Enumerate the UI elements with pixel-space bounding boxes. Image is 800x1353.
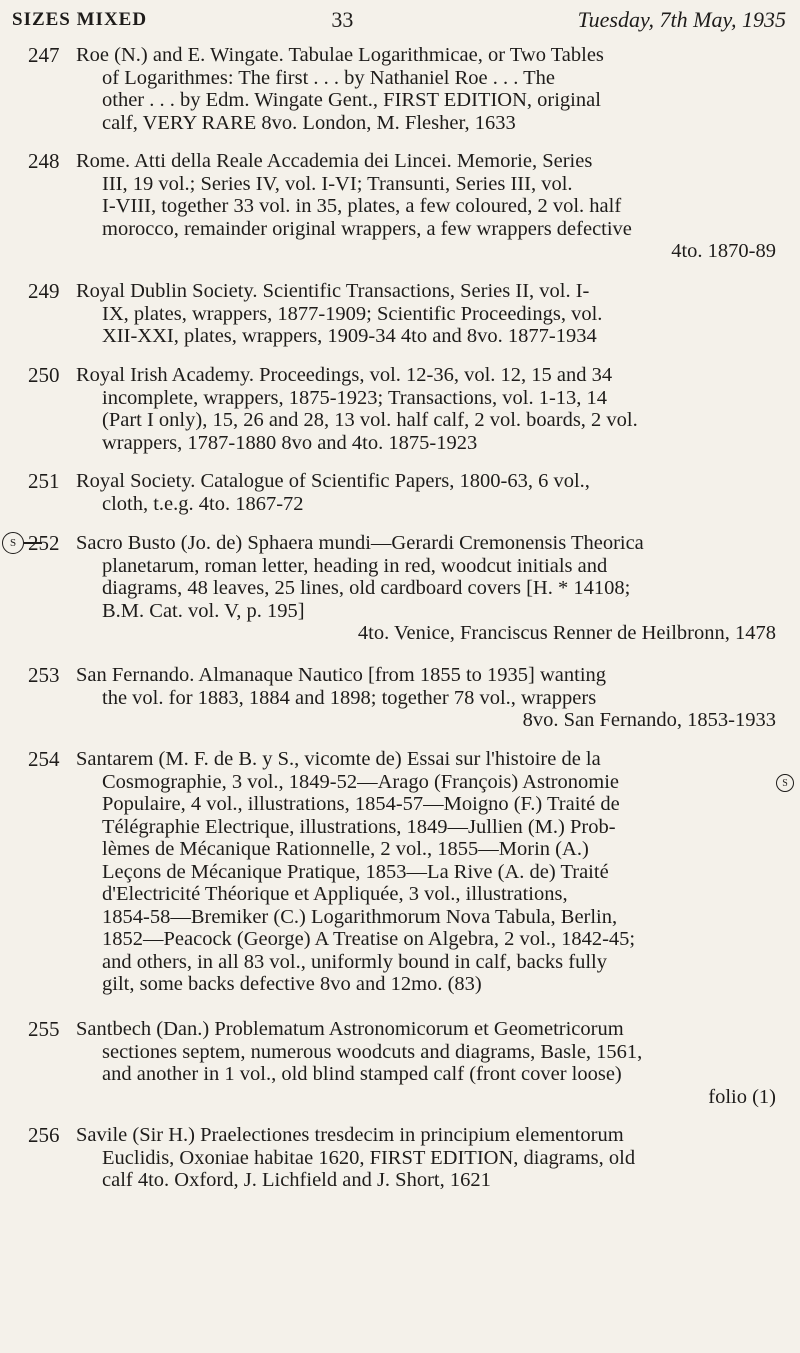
lot-description (76, 1124, 782, 1192)
lot-line: gilt, some backs defective 8vo and 12mo. (83) (102, 973, 482, 995)
circled-s-icon: S (2, 532, 24, 554)
lot-line: calf, VERY RARE 8vo. London, M. Flesher, 1633 (102, 111, 516, 134)
lot-line: d'Electricité Théorique et Appliquée, 3 vol., illustrations, (102, 883, 568, 905)
lot-description (76, 470, 782, 515)
lot-line: Populaire, 4 vol., illustrations, 1854-57—Moigno (F.) Traité de (102, 793, 620, 815)
lot-description (76, 44, 782, 134)
lot-line: other . . . by Edm. Wingate Gent., FIRST EDITION, original (102, 89, 601, 111)
lot-line: Télégraphie Electrique, illustrations, 1849—Jullien (M.) Prob- (102, 815, 616, 838)
lot-line: Royal Irish Academy. Proceedings, vol. 12-36, vol. 12, 15 and 34 (76, 364, 613, 386)
lot-line: wrappers, 1787-1880 8vo and 4to. 1875-1923 (102, 431, 478, 454)
lot-line: 4to. Venice, Franciscus Renner de Heilbronn, 1478 (357, 622, 776, 644)
lot-line: 8vo. San Fernando, 1853-1933 (522, 709, 776, 731)
lot-line: the vol. for 1883, 1884 and 1898; together 78 vol., wrappers (102, 686, 597, 709)
lot-line: 1854-58—Bremiker (C.) Logarithmorum Nova Tabula, Berlin, (102, 905, 618, 928)
lot-line: Euclidis, Oxoniae habitae 1620, FIRST EDITION, diagrams, old (102, 1146, 636, 1169)
lot-line: San Fernando. Almanaque Nautico [from 1855 to 1935] wanting (76, 664, 607, 686)
lot-line: B.M. Cat. vol. V, p. 195] (102, 599, 305, 622)
section-title: SIZES MIXED (12, 9, 148, 30)
lot-line: Royal Dublin Society. Scientific Transactions, Series II, vol. I- (76, 280, 590, 302)
lot-line: Rome. Atti della Reale Accademia dei Lincei. Memorie, Series (76, 150, 593, 172)
lot-description (76, 1018, 782, 1108)
lot-number: 247 (28, 43, 60, 67)
lot-description (76, 150, 782, 263)
lot-line: Santarem (M. F. de B. y S., vicomte de) Essai sur l'histoire de la (76, 748, 601, 770)
lot-number: 248 (28, 149, 60, 173)
lot-line: sectiones septem, numerous woodcuts and diagrams, Basle, 1561, (102, 1040, 643, 1063)
lot-line: planetarum, roman letter, heading in red, woodcut initials and (102, 554, 608, 577)
lot-line: and another in 1 vol., old blind stamped calf (front cover loose) (102, 1063, 622, 1085)
lot-line: morocco, remainder original wrappers, a few wrappers defective (102, 217, 632, 240)
lot-line: XII-XXI, plates, wrappers, 1909-34 4to and 8vo. 1877-1934 (102, 325, 597, 347)
lot-line: 4to. 1870-89 (671, 240, 776, 262)
lot-line: Cosmographie, 3 vol., 1849-52—Arago (François) Astronomie (102, 770, 619, 793)
lot-description (76, 664, 782, 732)
lot-line: folio (1) (708, 1085, 776, 1108)
lot-line: Sacro Busto (Jo. de) Sphaera mundi—Gerardi Cremonensis Theorica (76, 532, 644, 554)
lot-line: of Logarithmes: The first . . . by Nathaniel Roe . . . The (102, 66, 555, 89)
lot-line: Royal Society. Catalogue of Scientific Papers, 1800-63, 6 vol., (76, 470, 590, 492)
lot-line: and others, in all 83 vol., uniformly bound in calf, backs fully (102, 950, 608, 973)
lot-number: 249 (28, 279, 60, 303)
lot-line: 1852—Peacock (George) A Treatise on Algebra, 2 vol., 1842-45; (102, 928, 636, 950)
lot-line: IX, plates, wrappers, 1877-1909; Scientific Proceedings, vol. (102, 302, 603, 325)
lot-description (76, 364, 782, 454)
lot-number: 253 (28, 663, 60, 687)
lot-line: Roe (N.) and E. Wingate. Tabulae Logarithmicae, or Two Tables (76, 44, 604, 66)
circled-s-icon: S (776, 774, 794, 792)
lot-description (76, 748, 782, 996)
lot-description (76, 532, 782, 645)
lot-line: (Part I only), 15, 26 and 28, 13 vol. half calf, 2 vol. boards, 2 vol. (102, 409, 638, 431)
lot-number: 251 (28, 469, 60, 493)
lot-line: Savile (Sir H.) Praelectiones tresdecim in principium elementorum (76, 1124, 624, 1146)
lot-number: 250 (28, 363, 60, 387)
lot-line: III, 19 vol.; Series IV, vol. I-VI; Transunti, Series III, vol. (102, 172, 573, 195)
lot-line: I-VIII, together 33 vol. in 35, plates, a few coloured, 2 vol. half (102, 195, 622, 217)
lot-number: 252 (28, 531, 60, 555)
lot-number: 255 (28, 1017, 60, 1041)
lot-line: cloth, t.e.g. 4to. 1867-72 (102, 492, 304, 515)
lot-description (76, 280, 782, 348)
lot-line: lèmes de Mécanique Rationnelle, 2 vol., 1855—Morin (A.) (102, 838, 589, 860)
sale-date: Tuesday, 7th May, 1935 (577, 7, 786, 32)
lot-line: incomplete, wrappers, 1875-1923; Transactions, vol. 1-13, 14 (102, 386, 608, 409)
lot-line: Leçons de Mécanique Pratique, 1853—La Rive (A. de) Traité (102, 860, 609, 883)
page-header (12, 4, 786, 36)
page-number: 33 (331, 7, 354, 32)
lot-number: 254 (28, 747, 60, 771)
lot-line: diagrams, 48 leaves, 25 lines, old cardboard covers [H. * 14108; (102, 577, 631, 599)
lot-line: calf 4to. Oxford, J. Lichfield and J. Short, 1621 (102, 1169, 491, 1191)
lot-number: 256 (28, 1123, 60, 1147)
lot-line: Santbech (Dan.) Problematum Astronomicorum et Geometricorum (76, 1018, 624, 1040)
